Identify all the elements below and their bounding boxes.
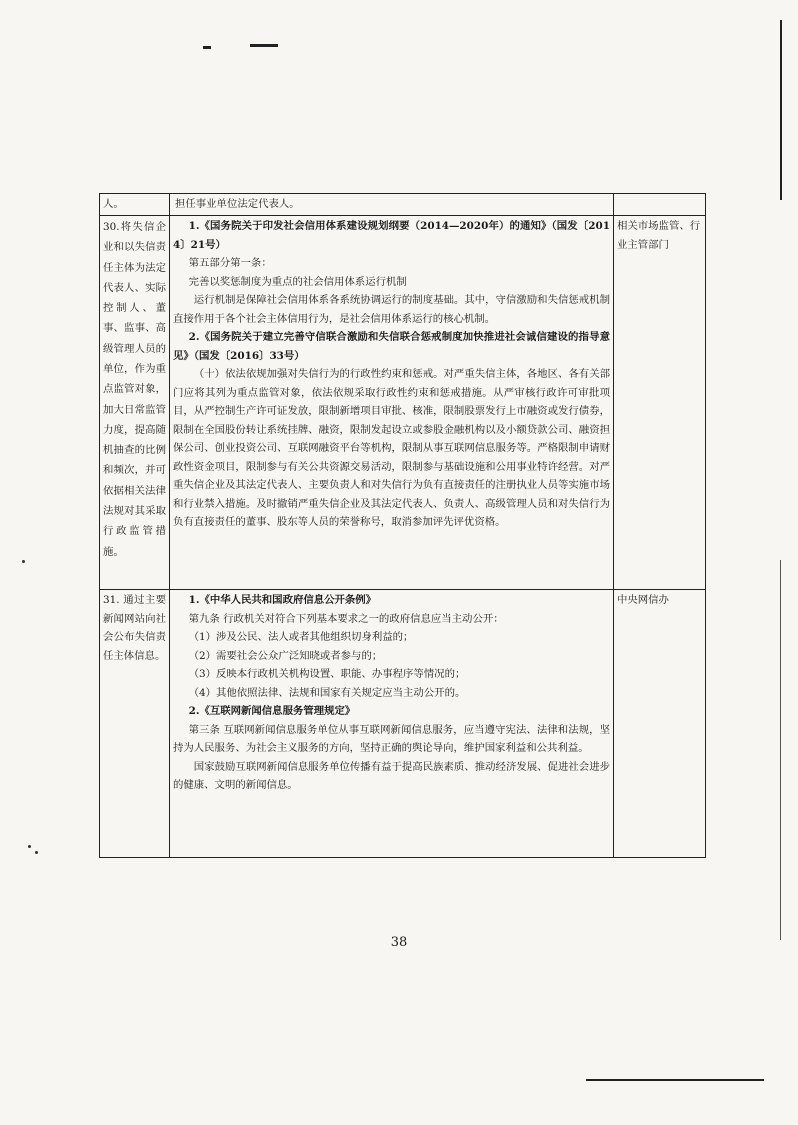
- scan-mark: [250, 44, 278, 47]
- law-title: 2.《国务院关于建立完善守信联合激励和失信联合惩戒制度加快推进社会诚信建设的指导意见》（国发〔2016〕33号）: [173, 331, 610, 362]
- item-cell: 人。: [100, 194, 170, 216]
- scan-edge-line: [780, 560, 781, 940]
- scan-dot: [35, 851, 38, 854]
- table-row: [100, 216, 706, 590]
- law-text: 国家鼓励互联网新闻信息服务单位传播有益于提高民族素质、推动经济发展、促进社会进步的健康、文明的新闻信息。: [173, 760, 610, 792]
- law-text: （十）依法依规加强对失信行为的行政性约束和惩戒。对严重失信主体，各地区、各有关部门应将其列为重点监管对象，依法依规采取行政性约束和惩戒措施。从严审核行政许可审批项目，从严控制生产许可证发放，限制新增项目审批、核准，限制股票发行上市融资或发行债券，限制在全国股份转让系统挂牌、融资，限制发起设立或参股金融机构以及小额贷款公司、融资担保公司、创业投资公司、互联网融资平台等机构，限制从事互联网信息服务等。严格限制申请财政性资金项目，限制参与有关公共资源交易活动，限制参与基础设施和公用事业特许经营。对严重失信企业及其法定代表人、主要负责人和对失信行为负有直接责任的注册执业人员等实施市场和行业禁入措施。及时撤销严重失信企业及其法定代表人、负责人、高级管理人员和对失信行为负有直接责任的董事、股东等人员的荣誉称号，取消参加评先评优资格。: [173, 368, 610, 529]
- item-cell: 31. 通过主要新闻网站向社会公布失信责任主体信息。: [100, 590, 170, 858]
- law-text: 运行机制是保障社会信用体系各系统协调运行的制度基础。其中，守信激励和失信惩戒机制直接作用于各个社会主体信用行为，是社会信用体系运行的核心机制。: [173, 294, 610, 325]
- dept-cell: 中央网信办: [614, 590, 706, 858]
- content-cell: [170, 216, 614, 590]
- scan-mark: [203, 46, 211, 49]
- dept-cell: 相关市场监管、行业主管部门: [614, 216, 706, 590]
- scan-dot: [28, 845, 31, 848]
- scan-edge-line: [780, 20, 782, 200]
- law-text: 第九条 行政机关对符合下列基本要求之一的政府信息应当主动公开：: [188, 612, 504, 625]
- dept-cell: [614, 194, 706, 216]
- table-row: [100, 194, 706, 216]
- content-text: 担任事业单位法定代表人。: [175, 198, 300, 210]
- list-item: （2）需要社会公众广泛知晓或者参与的；: [188, 649, 383, 662]
- law-title: 1.《国务院关于印发社会信用体系建设规划纲要（2014—2020年）的通知》（国发〔2014〕21号）: [173, 220, 610, 251]
- law-title: 1.《中华人民共和国政府信息公开条例》: [188, 594, 377, 606]
- law-section: 第五部分第一条：: [188, 257, 272, 270]
- page-number: 38: [390, 935, 408, 950]
- content-cell: [170, 590, 614, 858]
- item-cell: 30.将失信企业和以失信责任主体为法定代表人、实际控制人、董事、监事、高级管理人员的单位，作为重点监管对象，加大日常监管力度，提高随机抽查的比例和频次，并可依据相关法律法规对其采取行政监管措施。: [100, 216, 170, 590]
- policy-table: [99, 193, 706, 858]
- list-item: （3）反映本行政机关机构设置、职能、办事程序等情况的；: [188, 668, 466, 681]
- list-item: （1）涉及公民、法人或者其他组织切身利益的；: [188, 631, 414, 644]
- law-text: 第三条 互联网新闻信息服务单位从事互联网新闻信息服务，应当遵守宪法、法律和法规，坚持为人民服务、为社会主义服务的方向，坚持正确的舆论导向，维护国家利益和公共利益。: [173, 723, 610, 755]
- scan-dot: [22, 560, 25, 563]
- law-heading: 完善以奖惩制度为重点的社会信用体系运行机制: [188, 275, 407, 288]
- table-row: [100, 590, 706, 858]
- scan-bottom-rule: [586, 1079, 764, 1081]
- law-title: 2.《互联网新闻信息服务管理规定》: [188, 705, 356, 718]
- content-cell: [170, 194, 614, 216]
- list-item: （4）其他依照法律、法规和国家有关规定应当主动公开的。: [188, 686, 466, 699]
